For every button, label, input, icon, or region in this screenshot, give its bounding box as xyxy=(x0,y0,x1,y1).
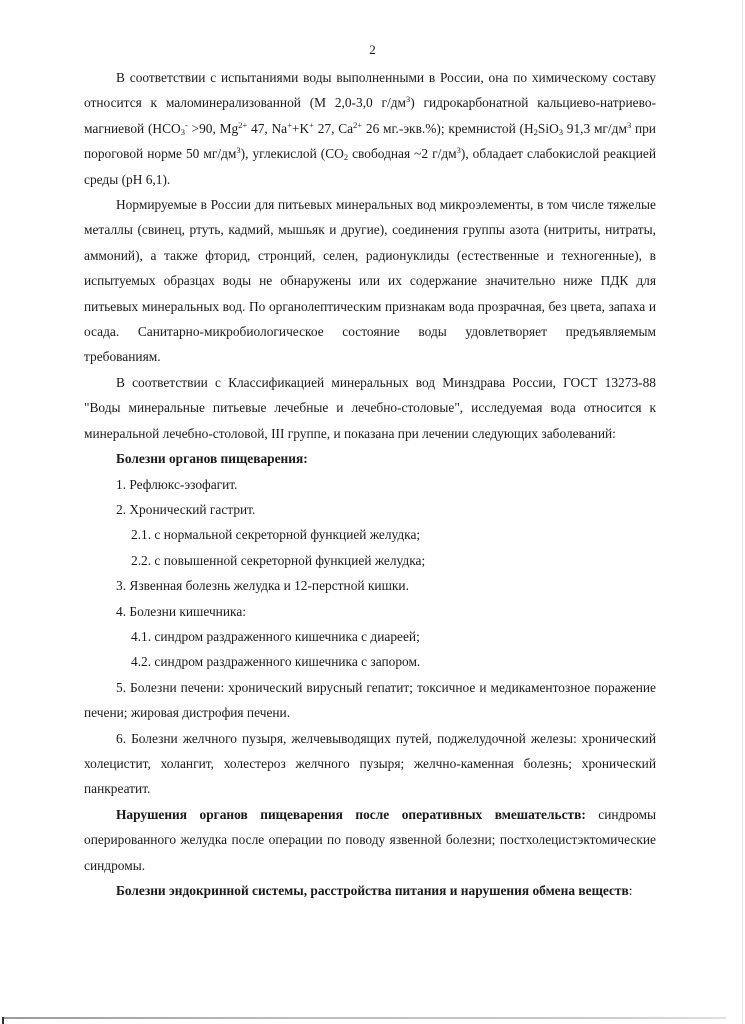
scan-edge-right xyxy=(742,0,743,1024)
text: ), углекислой (CO xyxy=(240,146,344,162)
list-item: 3. Язвенная болезнь желудка и 12-перстной кишки. xyxy=(116,578,409,594)
page-number: 2 xyxy=(369,42,376,57)
superscript: + xyxy=(287,119,292,130)
superscript: 3 xyxy=(456,145,461,156)
list-item: 4. Болезни кишечника: xyxy=(116,603,246,619)
superscript: 2+ xyxy=(353,119,363,130)
text: 47, Na xyxy=(247,120,288,136)
superscript: 3 xyxy=(236,145,241,156)
paragraph-endocrine xyxy=(84,878,656,903)
text: ), обладает слабокислой реакцией среды (pH 6,1). xyxy=(84,146,656,187)
text: +K xyxy=(291,120,310,136)
text: В соответствии с испытаниями воды выполненными в России, она по химическому составу относится к маломинерализованной (М 2,0-3,0 г/дм xyxy=(84,70,656,111)
text: >90, Mg xyxy=(187,120,239,136)
section-heading-endocrine: Болезни эндокринной системы, расстройства питания и нарушения обмена веществ xyxy=(116,883,629,898)
superscript: - xyxy=(184,119,188,130)
subscript: 2 xyxy=(533,126,538,137)
section-heading-digestive: Болезни органов пищеварения: xyxy=(116,451,308,467)
text: синдромы оперированного желудка после операции по поводу язвенной болезни; постхолецистэктомические синдромы. xyxy=(84,806,656,873)
text: : xyxy=(628,883,633,898)
text: свободная ~2 г/дм xyxy=(348,146,457,162)
superscript: + xyxy=(309,119,314,130)
text: SiO xyxy=(537,120,559,136)
text: 26 мг.-экв.%); кремнистой (H xyxy=(362,120,534,136)
text: ) гидрокарбонатной кальциево-натриево-магниевой (HCO xyxy=(84,95,656,136)
subscript: 3 xyxy=(558,126,563,137)
list-item-liver: 5. Болезни печени: хронический вирусный гепатит; токсичное и медикаментозное поражение печени; жировая дистрофия печени. xyxy=(84,679,656,721)
list-item: 1. Рефлюкс-эзофагит. xyxy=(116,476,238,492)
list-item-gallbladder: 6. Болезни желчного пузыря, желчевыводящих путей, поджелудочной железы: хронический холецистит, холангит, холестероз желчного пузыря; желчно-каменная болезнь; хронический панкреатит. xyxy=(84,730,656,797)
superscript: 3 xyxy=(406,94,411,105)
superscript: 3 xyxy=(626,119,632,130)
section-heading-postoperative: Нарушения органов пищеварения после оперативных вмешательств: xyxy=(116,806,586,822)
list-subitem: 2.2. с повышенной секреторной функцией желудка; xyxy=(131,552,426,568)
list-item: 2. Хронический гастрит. xyxy=(116,501,256,517)
subscript: 3 xyxy=(180,126,185,137)
list-subitem: 4.2. синдром раздраженного кишечника с запором. xyxy=(131,654,421,670)
paragraph-chemical-composition xyxy=(84,65,656,192)
text: при пороговой норме 50 мг/дм xyxy=(84,120,656,162)
scan-edge-bottom xyxy=(2,1017,726,1019)
document-body xyxy=(84,65,656,903)
list-subitem: 2.1. с нормальной секреторной функцией желудка; xyxy=(131,527,421,543)
subscript: 2 xyxy=(343,152,349,163)
paragraph-classification: В соответствии с Классификацией минеральных вод Минздрава России, ГОСТ 13273-88 "Воды минеральные питьевые лечебные и лечебно-столовые", исследуемая вода относится к минеральной лечебно-столовой, III группе, и показана при лечении следующих заболеваний: xyxy=(84,374,656,441)
text: 91,3 мг/дм xyxy=(563,120,627,136)
superscript: 2+ xyxy=(238,119,248,130)
paragraph-postoperative xyxy=(84,802,656,878)
paragraph-microelements: Нормируемые в России для питьевых минеральных вод микроэлементы, в том числе тяжелые металлы (свинец, ртуть, кадмий, мышьяк и другие), соединения группы азота (нитриты, нитраты, аммоний), а также фторид, стронций, селен, радионуклиды (естественные и техногенные), в испытуемых образцах воды не обнаружены или их содержание значительно ниже ПДК для питьевых минеральных вод. По органолептическим признакам вода прозрачная, без цвета, запаха и осада. Санитарно-микробиологическое состояние воды удовлетворяет предъявляемым требованиям. xyxy=(84,197,656,365)
scan-edge-corner xyxy=(2,1017,4,1024)
list-subitem: 4.1. синдром раздраженного кишечника с диареей; xyxy=(131,628,420,644)
text: 27, Ca xyxy=(313,120,354,136)
